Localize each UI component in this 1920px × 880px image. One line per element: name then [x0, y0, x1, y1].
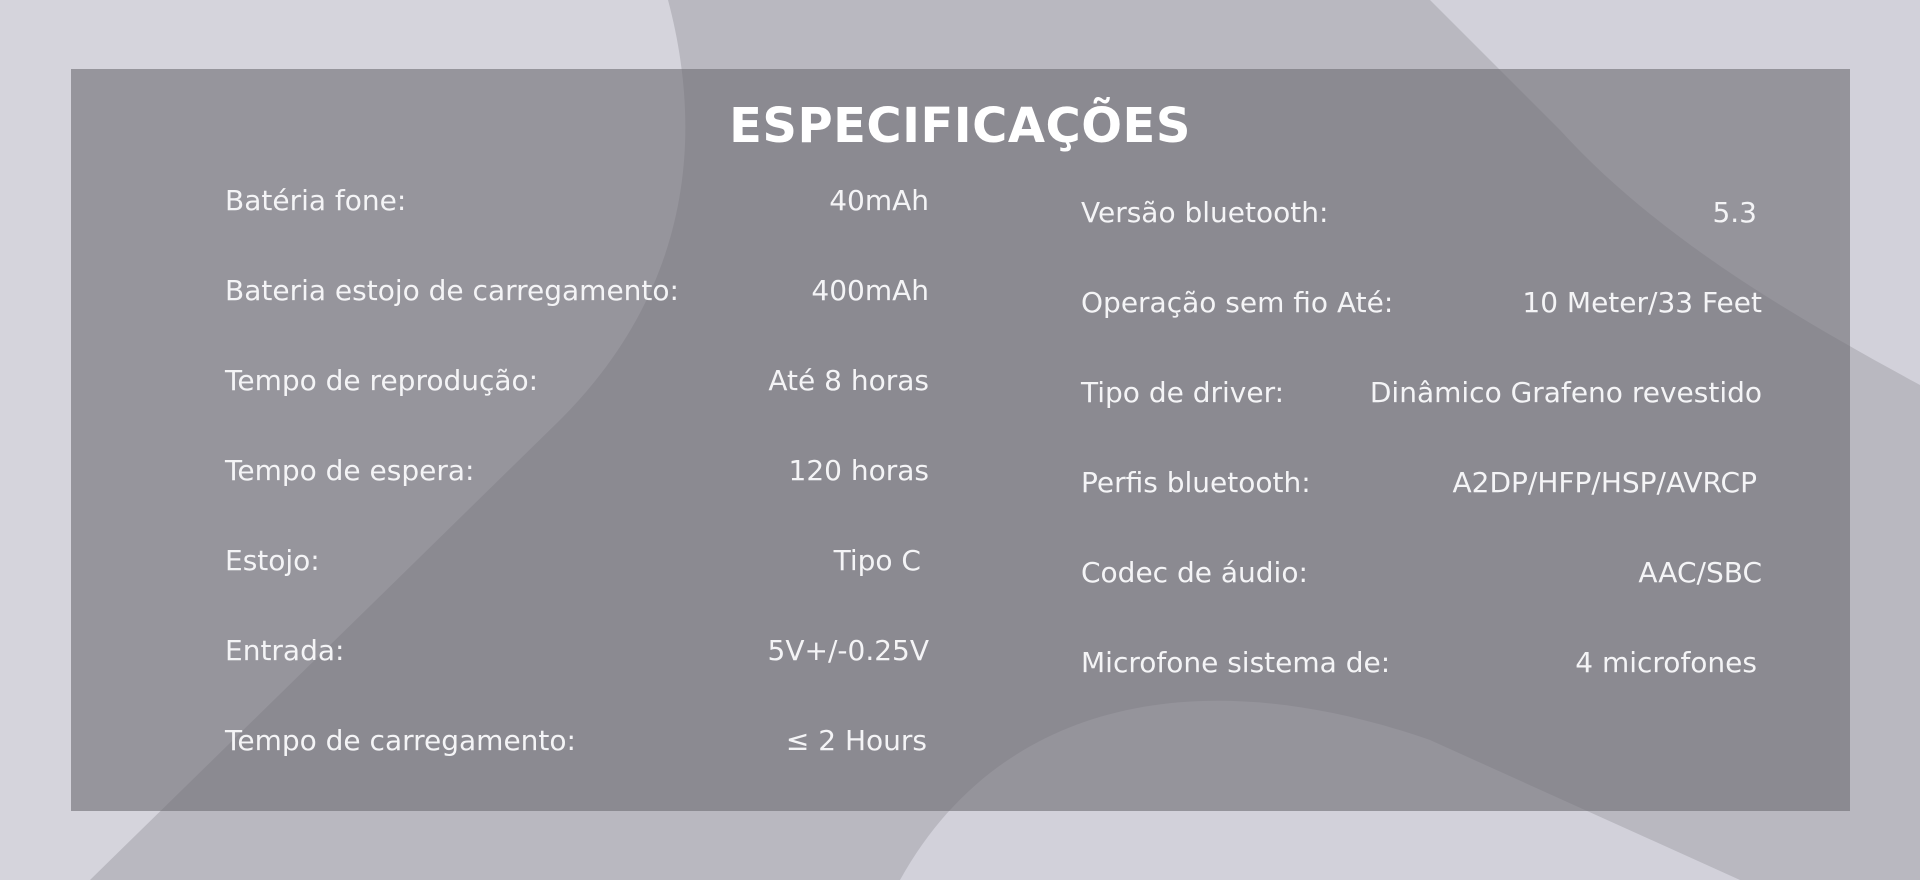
- spec-label: Batéria fone:: [225, 184, 407, 217]
- spec-label: Tempo de espera:: [225, 454, 475, 487]
- spec-value: 10 Meter/33 Feet: [1522, 286, 1762, 319]
- page-title: ESPECIFICAÇÕES: [729, 98, 1191, 154]
- spec-label: Entrada:: [225, 634, 345, 667]
- spec-value: 120 horas: [788, 454, 929, 487]
- spec-label: Versão bluetooth:: [1081, 196, 1329, 229]
- spec-value: 400mAh: [811, 274, 929, 307]
- spec-label: Perfis bluetooth:: [1081, 466, 1311, 499]
- spec-label: Tempo de reprodução:: [225, 364, 539, 397]
- spec-label: Codec de áudio:: [1081, 556, 1308, 589]
- spec-value: A2DP/HFP/HSP/AVRCP: [1452, 466, 1757, 499]
- spec-value: Tipo C: [833, 544, 921, 577]
- spec-value: Dinâmico Grafeno revestido: [1369, 376, 1762, 409]
- spec-label: Estojo:: [225, 544, 320, 577]
- spec-label: Bateria estojo de carregamento:: [225, 274, 679, 307]
- spec-value: Até 8 horas: [768, 364, 929, 397]
- specs-panel: [71, 69, 1850, 811]
- spec-label: Operação sem fio Até:: [1081, 286, 1394, 319]
- spec-label: Tipo de driver:: [1081, 376, 1285, 409]
- spec-value: 40mAh: [829, 184, 929, 217]
- spec-value: 4 microfones: [1575, 646, 1757, 679]
- spec-label: Microfone sistema de:: [1081, 646, 1391, 679]
- spec-value: 5.3: [1712, 196, 1757, 229]
- spec-value: AAC/SBC: [1638, 556, 1762, 589]
- spec-value: 5V+/-0.25V: [767, 634, 929, 667]
- spec-value: ≤ 2 Hours: [785, 724, 927, 757]
- spec-label: Tempo de carregamento:: [225, 724, 576, 757]
